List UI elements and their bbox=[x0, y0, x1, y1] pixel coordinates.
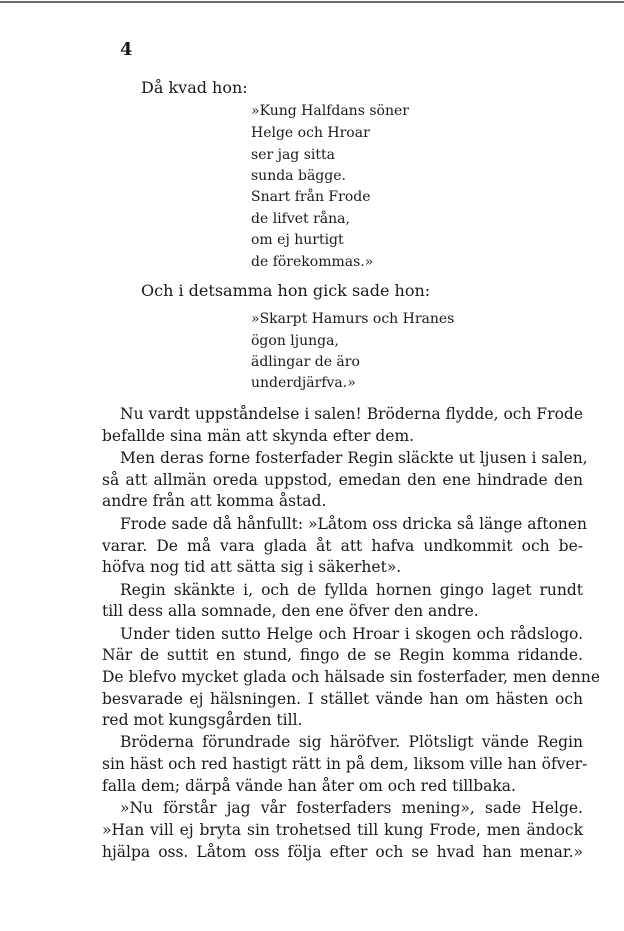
prose-line: »Nu förstår jag vår fosterfaders mening», sade Helge. bbox=[120, 799, 583, 817]
prose-line: »Han vill ej bryta sin trohetsed till kung Frode, men ändock bbox=[102, 821, 583, 839]
prose-line: varar. De må vara glada åt att hafva undkommit och be- bbox=[102, 537, 583, 555]
prose-line: hjälpa oss. Låtom oss följa efter och se hvad han menar.» bbox=[102, 843, 583, 861]
prose-line: Men deras forne fosterfader Regin släckte ut ljusen i salen, bbox=[120, 449, 588, 467]
prose-line: Regin skänkte i, och de fyllda hornen gingo laget rundt bbox=[120, 581, 583, 599]
prose-line: Nu vardt uppståndelse i salen! Bröderna flydde, och Frode bbox=[120, 405, 583, 423]
top-rule bbox=[0, 1, 624, 3]
verse-line: ser jag sitta bbox=[251, 147, 335, 163]
prose-line: red mot kungsgården till. bbox=[102, 711, 303, 729]
verse-line: »Kung Halfdans söner bbox=[251, 103, 409, 119]
verse-line: underdjärfva.» bbox=[251, 375, 356, 391]
prose-line: De blefvo mycket glada och hälsade sin fosterfader, men denne bbox=[102, 668, 601, 686]
prose-line: sin häst och red hastigt rätt in på dem, liksom ville han öfver- bbox=[102, 755, 588, 773]
prose-line: höfva nog tid att sätta sig i säkerhet». bbox=[102, 558, 402, 576]
prose-line: till dess alla somnade, den ene öfver den andre. bbox=[102, 602, 479, 620]
verse-line: de lifvet råna, bbox=[251, 211, 350, 227]
prose-line: Under tiden sutto Helge och Hroar i skogen och rådslogo. bbox=[120, 625, 583, 643]
prose-line: besvarade ej hälsningen. I stället vände han om hästen och bbox=[102, 690, 583, 708]
verse-line: sunda bägge. bbox=[251, 168, 346, 184]
prose-line: så att allmän oreda uppstod, emedan den ene hindrade den bbox=[102, 471, 583, 489]
verse-line: »Skarpt Hamurs och Hranes bbox=[251, 311, 455, 327]
verse-line: ädlingar de äro bbox=[251, 354, 360, 370]
prose-line: När de suttit en stund, fingo de se Regin komma ridande. bbox=[102, 646, 583, 664]
prose-line: Bröderna förundrade sig häröfver. Plötsligt vände Regin bbox=[120, 733, 583, 751]
verse-line: ögon ljunga, bbox=[251, 333, 339, 349]
verse-line: om ej hurtigt bbox=[251, 232, 344, 248]
prose-line: befallde sina män att skynda efter dem. bbox=[102, 427, 415, 445]
verse-line: de förekommas.» bbox=[251, 254, 374, 270]
intro-line: Då kvad hon: bbox=[141, 78, 248, 97]
prose-line: andre från att komma åstad. bbox=[102, 492, 327, 510]
page-number: 4 bbox=[120, 39, 133, 60]
prose-line: Frode sade då hånfullt: »Låtom oss dricka så länge aftonen bbox=[120, 515, 587, 533]
verse-line: Snart från Frode bbox=[251, 189, 371, 205]
prose-line: falla dem; därpå vände han åter om och red tillbaka. bbox=[102, 777, 516, 795]
intro-line: Och i detsamma hon gick sade hon: bbox=[141, 281, 431, 300]
verse-line: Helge och Hroar bbox=[251, 125, 370, 141]
